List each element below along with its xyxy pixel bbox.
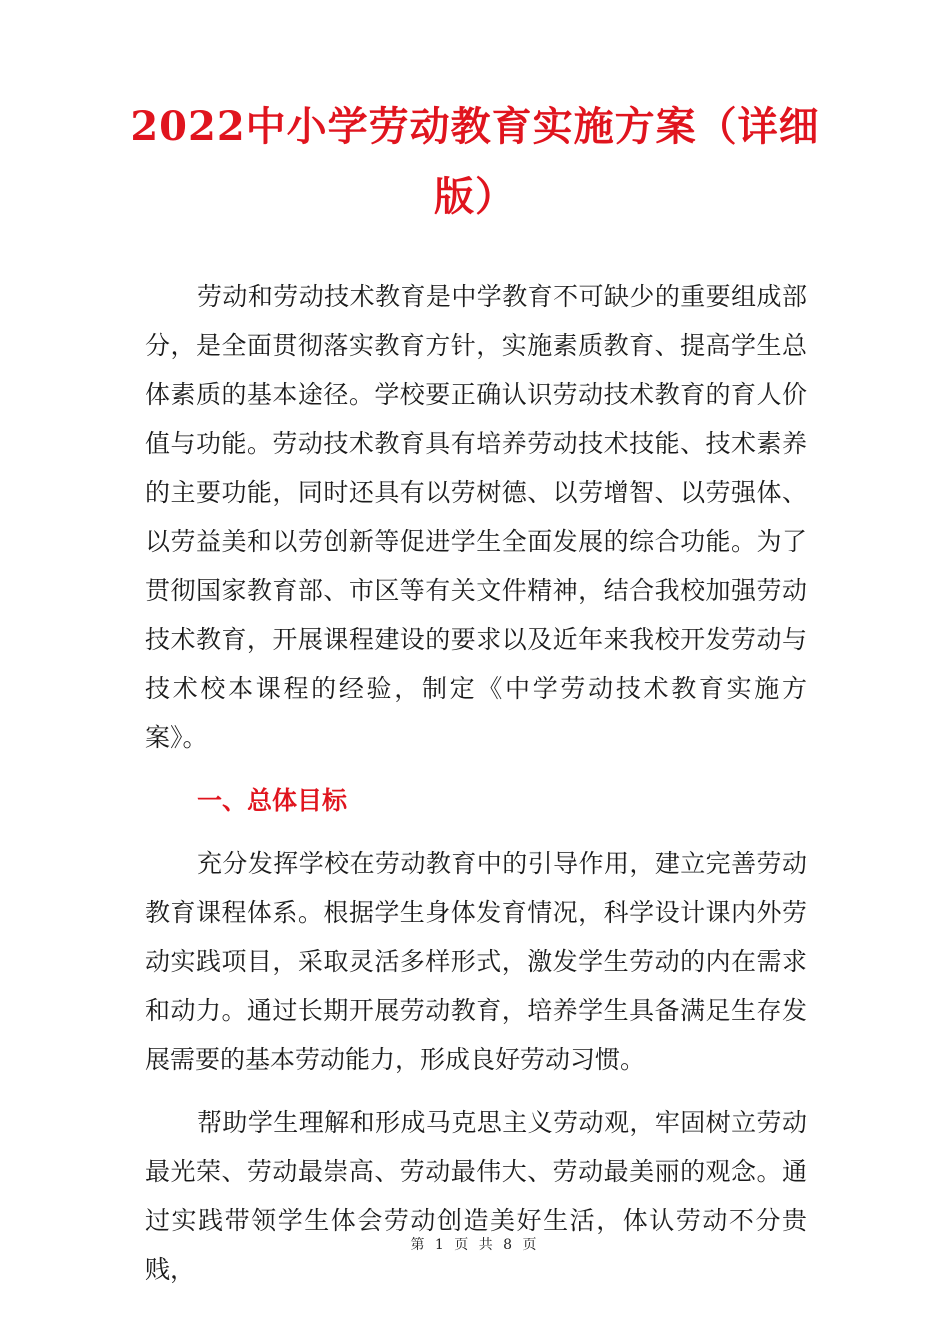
document-title: 2022中小学劳动教育实施方案（详细版） [130,103,820,220]
page-number-footer: 第 1 页 共 8 页 [410,1237,540,1253]
section-paragraph: 充分发挥学校在劳动教育中的引导作用，建立完善劳动教育课程体系。根据学生身体发育情况，科学设计课内外劳动实践项目，采取灵活多样形式，激发学生劳动的内在需求和动力。通过长期开展劳动教育，培养学生具备满足生存发展需要的基本劳动能力，形成良好劳动习惯。 [145,849,807,1074]
document-body [145,272,807,1294]
intro-paragraph: 劳动和劳动技术教育是中学教育不可缺少的重要组成部分，是全面贯彻落实教育方针，实施素质教育、提高学生总体素质的基本途径。学校要正确认识劳动技术教育的育人价值与功能。劳动技术教育具有培养劳动技术技能、技术素养的主要功能，同时还具有以劳树德、以劳增智、以劳强体、以劳益美和以劳创新等促进学生全面发展的综合功能。为了贯彻国家教育部、市区等有关文件精神，结合我校加强劳动技术教育，开展课程建设的要求以及近年来我校开发劳动与技术校本课程的经验，制定《中学劳动技术教育实施方案》。 [145,282,807,752]
section-heading-goals: 一、总体目标 [197,786,348,815]
section-paragraph: 帮助学生理解和形成马克思主义劳动观，牢固树立劳动最光荣、劳动最崇高、劳动最伟大、劳动最美丽的观念。通过实践带领学生体会劳动创造美好生活，体认劳动不分贵贱， [145,1108,807,1284]
paragraph-gap [145,1084,807,1098]
